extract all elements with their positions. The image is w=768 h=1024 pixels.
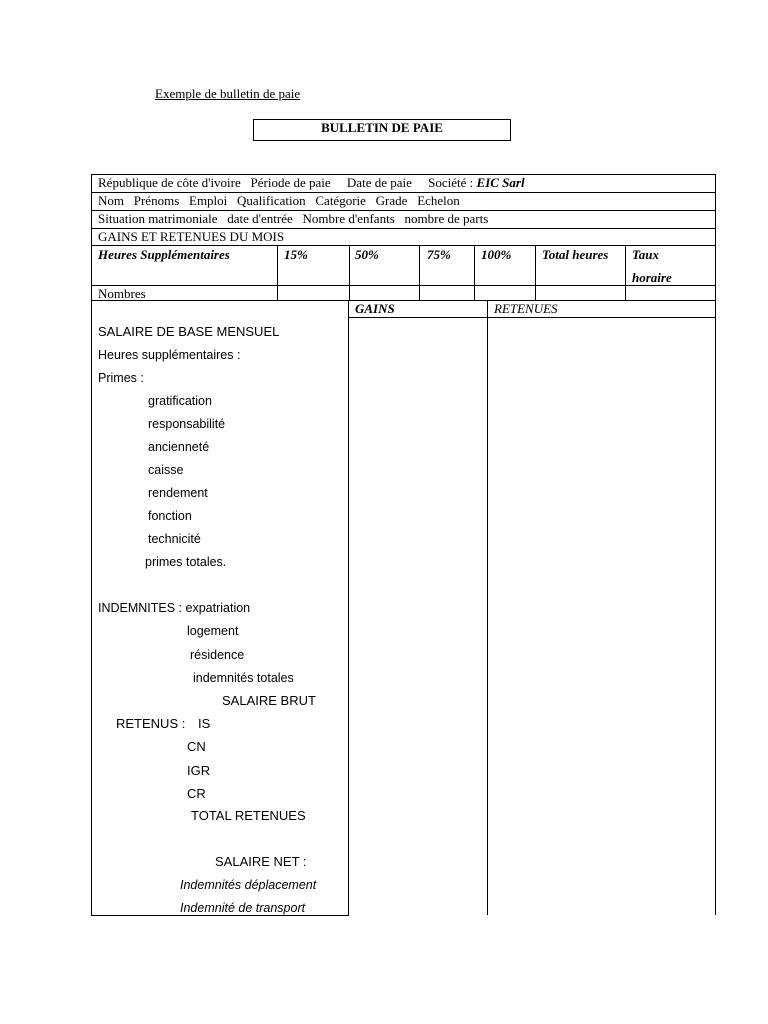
row-divider [91,300,715,301]
field-emploi: Emploi [189,193,228,208]
nombres-label: Nombres [98,286,146,301]
total-indemnites-label: indemnités totales [193,671,294,685]
primes-label: Primes : [98,371,144,385]
overtime-hours-label: Heures Supplémentaires [98,247,230,262]
field-categorie: Catégorie [315,193,366,208]
company-name: EIC Sarl [476,175,525,190]
deductions-label: RETENUS : [116,716,186,731]
prime-technicite: technicité [148,532,201,546]
col-divider [535,245,536,300]
field-situation: Situation matrimoniale [98,211,218,226]
field-qualification: Qualification [237,193,306,208]
transport-allowance-label: Indemnité de transport [180,901,306,915]
prime-caisse: caisse [148,463,184,477]
rate-100-header: 100% [481,247,512,262]
col-divider [277,245,278,300]
header-row-2 [98,193,460,209]
total-deductions-label: TOTAL RETENUES [191,808,306,823]
company-label: Société : [428,175,474,190]
deduction-cn: CN [187,739,206,754]
total-hours-header: Total heures [542,247,609,262]
deduction-igr: IGR [187,763,211,778]
retenues-col-left [487,300,488,915]
rate-15-header: 15% [284,247,308,262]
hourly-rate-header-line1: Taux [632,247,659,262]
rate-75-header: 75% [427,247,451,262]
field-parts: nombre de parts [404,211,489,226]
row-divider [91,285,715,286]
prime-responsabilite: responsabilité [148,417,226,431]
header-row-3 [98,211,488,227]
pay-date-label: Date de paie [346,175,412,190]
document-caption: Exemple de bulletin de paie [155,86,301,101]
section-gains-retenues: GAINS ET RETENUES DU MOIS [98,229,285,244]
col-divider [349,245,350,300]
gains-header: GAINS [355,301,395,316]
base-salary-label: SALAIRE DE BASE MENSUEL [98,324,280,339]
hourly-rate-header-line2: horaire [632,270,672,285]
row-divider [348,317,715,318]
gains-col-left [348,300,349,915]
col-divider [474,245,475,300]
field-prenoms: Prénoms [133,193,180,208]
retenues-header: RETENUES [494,301,558,316]
field-grade: Grade [375,193,408,208]
table-border-right [715,174,716,915]
row-divider [91,245,715,246]
total-primes-label: primes totales. [145,555,227,569]
col-divider [625,245,626,300]
field-nom: Nom [98,193,124,208]
travel-allowance-label: Indemnités déplacement [180,878,317,892]
document-title: BULLETIN DE PAIE [253,119,511,141]
deduction-cr: CR [187,786,206,801]
table-border-bottom [91,915,349,916]
field-echelon: Echelon [417,193,460,208]
indemnite-residence: résidence [190,648,245,662]
rate-50-header: 50% [355,247,379,262]
prime-rendement: rendement [148,486,208,500]
prime-fonction: fonction [148,509,192,523]
prime-gratification: gratification [148,394,212,408]
period-label: Période de paie [250,175,331,190]
country-label: République de côte d'ivoire [98,175,241,190]
field-date-entree: date d'entrée [227,211,293,226]
field-enfants: Nombre d'enfants [302,211,395,226]
table-border-left [91,174,92,915]
indemnite-logement: logement [187,624,239,638]
overtime-label: Heures supplémentaires : [98,348,241,362]
indemnites-label: INDEMNITES : expatriation [98,601,251,615]
gross-salary-label: SALAIRE BRUT [222,693,316,708]
col-divider [419,245,420,300]
net-salary-label: SALAIRE NET : [215,854,307,869]
deduction-is: IS [198,716,211,731]
header-row-1 [98,175,525,191]
prime-anciennete: ancienneté [148,440,210,454]
